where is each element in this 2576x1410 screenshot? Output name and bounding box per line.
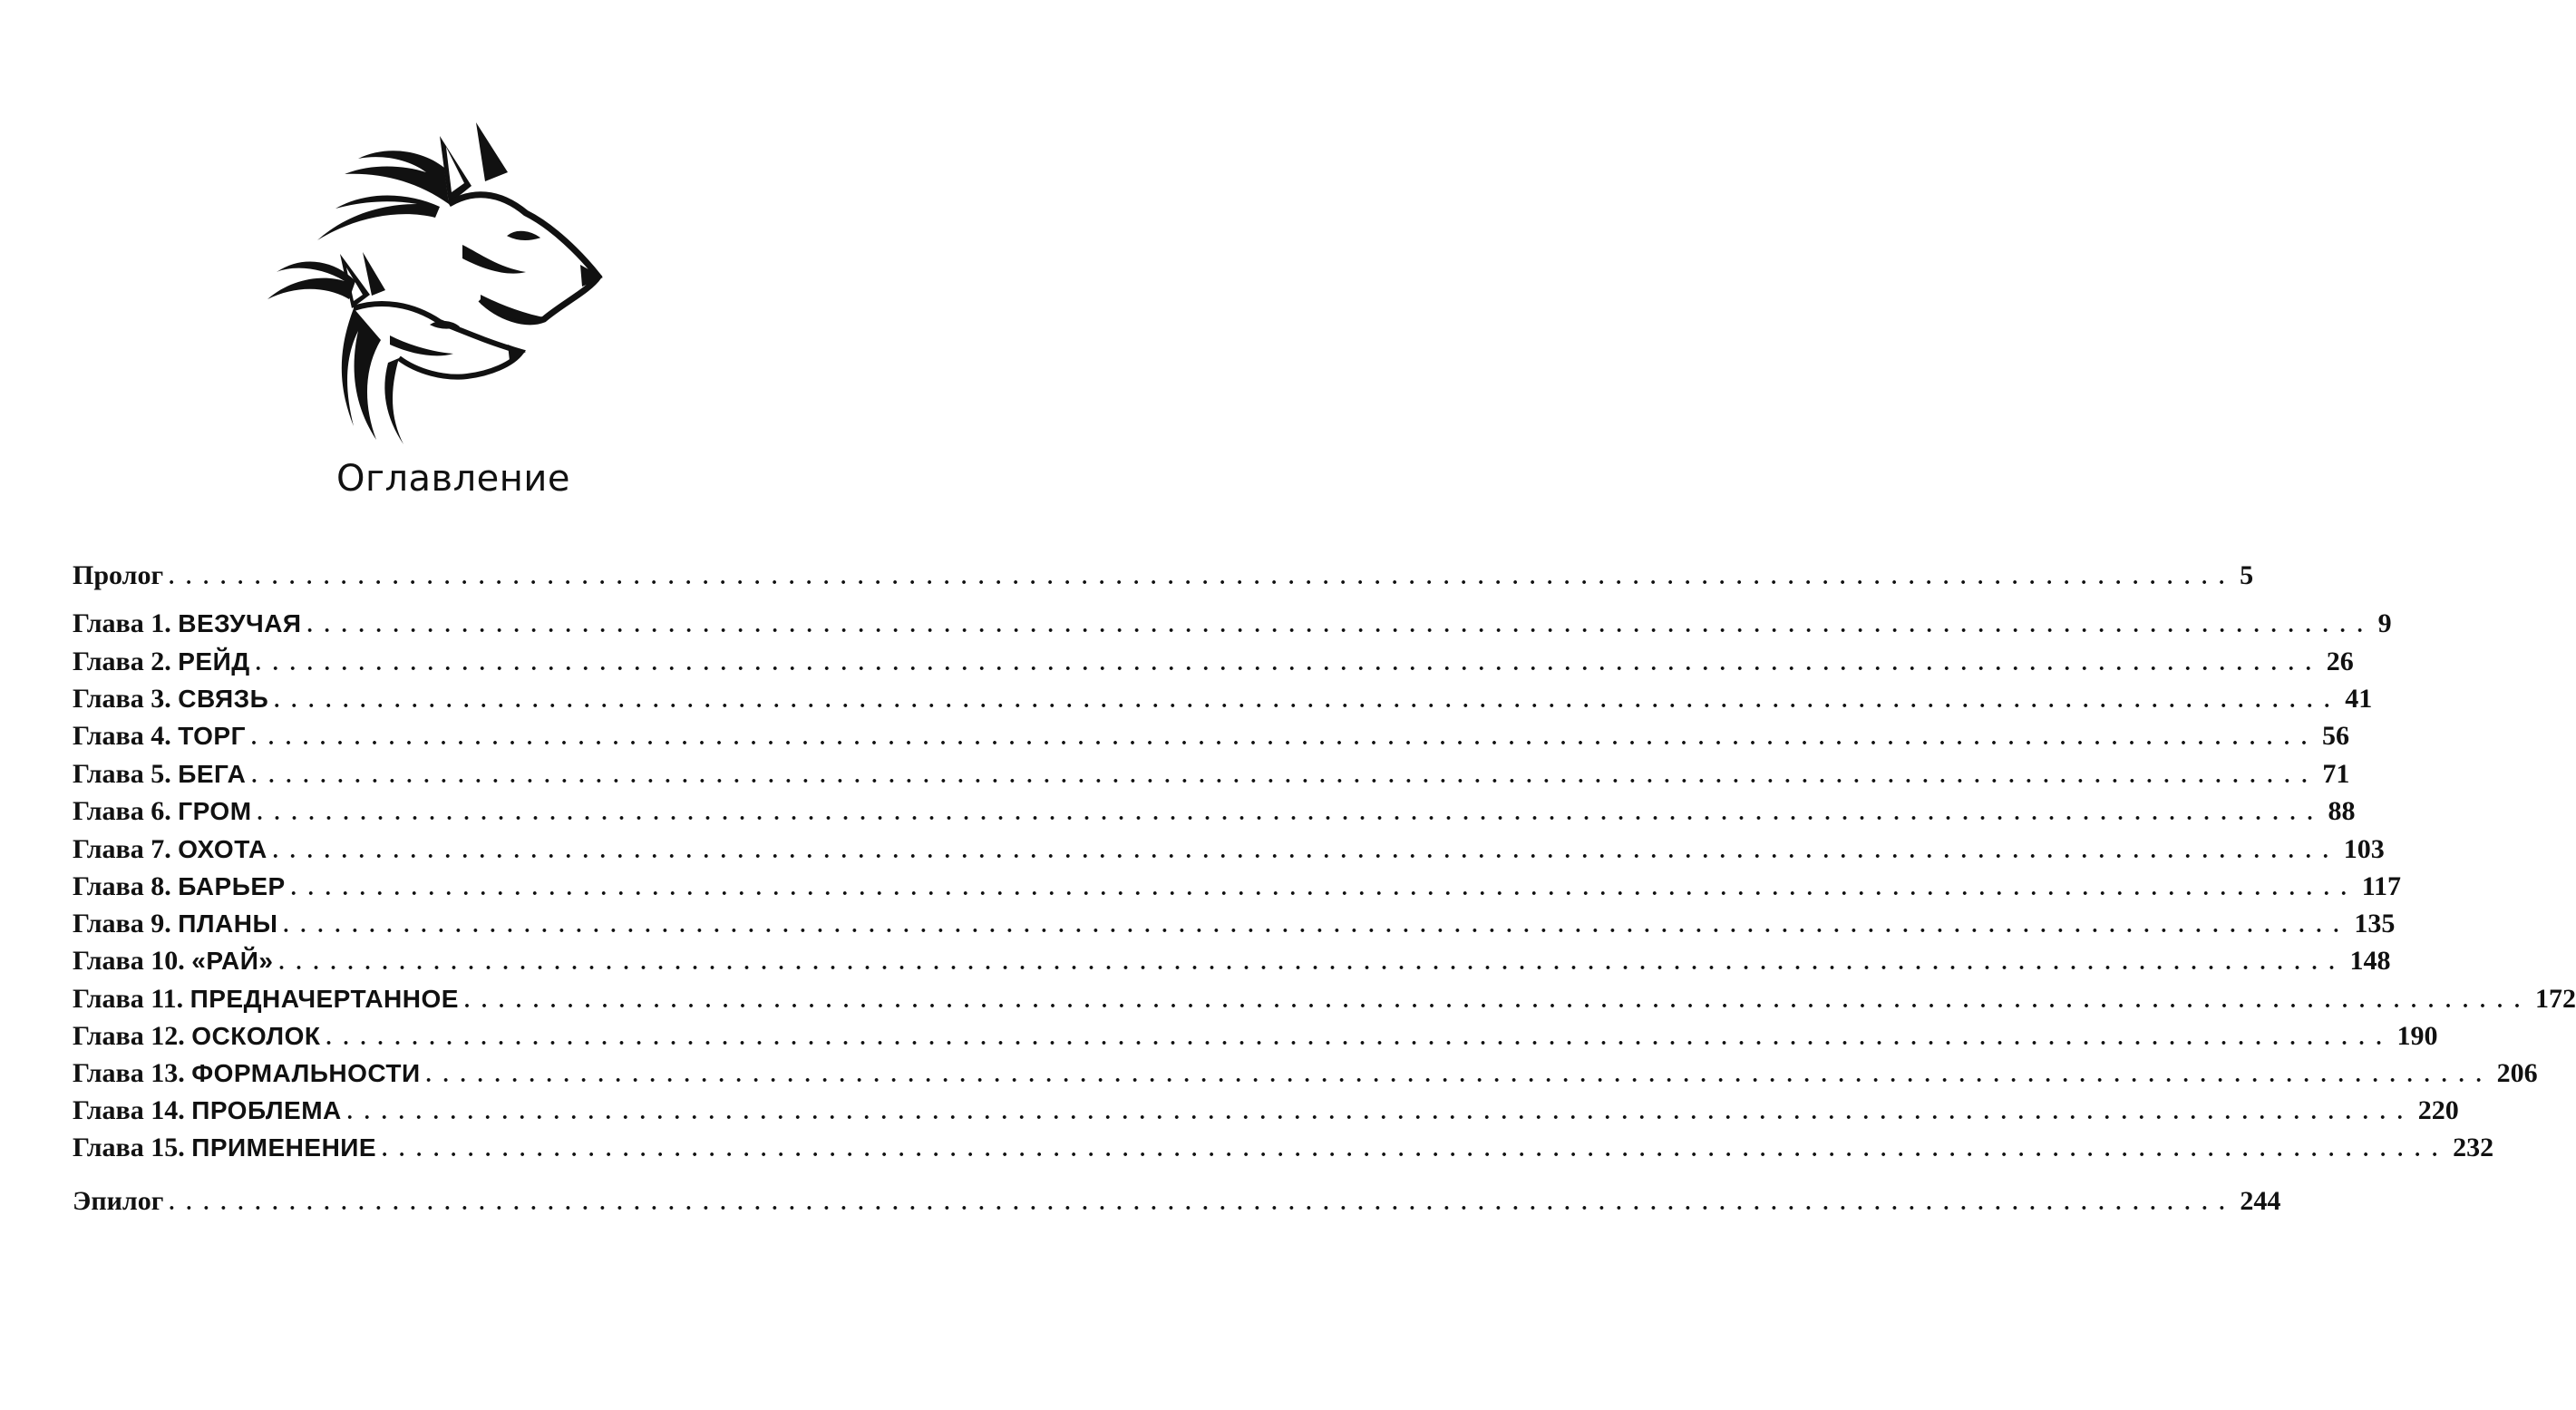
toc-entry bbox=[73, 1183, 2281, 1220]
toc-entry-page-number: 71 bbox=[2322, 759, 2350, 789]
toc-entry bbox=[73, 558, 2254, 594]
toc-dot-leader: ........................................................................................................................ bbox=[382, 1138, 2450, 1162]
toc-entry-page-number: 103 bbox=[2343, 834, 2385, 864]
toc-entry-page-number: 220 bbox=[2417, 1095, 2459, 1125]
toc-entry-label bbox=[73, 718, 246, 754]
toc-entry-chapter-name: ВЕЗУЧАЯ bbox=[178, 609, 302, 637]
toc-entry-label bbox=[73, 831, 267, 868]
toc-entry-prefix: Эпилог bbox=[73, 1186, 164, 1216]
toc-entry-chapter-name: ТОРГ bbox=[178, 722, 246, 750]
toc-dot-leader: ........................................................................................................................ bbox=[290, 877, 2358, 900]
toc-entry-prefix: Глава 9. bbox=[73, 909, 171, 938]
toc-entry-chapter-name: ОСКОЛОК bbox=[191, 1022, 321, 1050]
toc-entry bbox=[73, 1018, 2438, 1055]
toc-dot-leader: ........................................................................................................................ bbox=[346, 1101, 2415, 1124]
toc-entry-label bbox=[73, 943, 273, 979]
toc-entry-page-number: 5 bbox=[2240, 560, 2254, 590]
toc-entry-label bbox=[73, 756, 246, 793]
toc-dot-leader: ........................................................................................................................ bbox=[169, 566, 2237, 589]
toc-dot-leader: ........................................................................................................................ bbox=[255, 652, 2323, 676]
toc-entry bbox=[73, 1093, 2459, 1129]
toc-entry-label bbox=[73, 869, 286, 905]
toc-entry-prefix: Глава 8. bbox=[73, 871, 171, 901]
toc-entry-prefix: Глава 11. bbox=[73, 984, 184, 1014]
toc-entry-chapter-name: БЕГА bbox=[178, 760, 247, 788]
toc-entry-label bbox=[73, 906, 277, 942]
toc-entry-prefix: Глава 14. bbox=[73, 1095, 185, 1125]
toc-dot-leader: ........................................................................................................................ bbox=[169, 1191, 2237, 1215]
toc-entry-prefix: Глава 1. bbox=[73, 608, 171, 638]
toc-entry-chapter-name: ПРИМЕНЕНИЕ bbox=[191, 1133, 377, 1162]
toc-entry-chapter-name: БАРЬЕР bbox=[178, 872, 286, 900]
toc-entry bbox=[73, 1130, 2494, 1166]
toc-entry bbox=[73, 644, 2354, 680]
wolves-illustration bbox=[254, 118, 617, 453]
toc-entry-label bbox=[73, 1130, 376, 1166]
toc-dot-leader: ........................................................................................................................ bbox=[326, 1026, 2394, 1050]
toc-dot-leader: ........................................................................................................................ bbox=[251, 764, 2319, 788]
toc-entry-label bbox=[73, 1018, 320, 1055]
toc-entry-prefix: Глава 5. bbox=[73, 759, 171, 789]
toc-entry-page-number: 135 bbox=[2354, 909, 2396, 938]
toc-entry-label bbox=[73, 981, 459, 1017]
toc-entry-chapter-name: РЕЙД bbox=[178, 647, 250, 676]
toc-entry-page-number: 206 bbox=[2496, 1058, 2538, 1088]
toc-entry-prefix: Глава 2. bbox=[73, 647, 171, 676]
toc-dot-leader: ........................................................................................................................ bbox=[425, 1064, 2493, 1087]
toc-entry bbox=[73, 1055, 2538, 1092]
toc-entry-chapter-name: ОХОТА bbox=[178, 835, 267, 863]
toc-entry-page-number: 26 bbox=[2326, 647, 2354, 676]
toc-entry-label bbox=[73, 1055, 421, 1092]
toc-entry bbox=[73, 831, 2385, 868]
toc-entry-page-number: 190 bbox=[2396, 1021, 2438, 1051]
toc-entry-prefix: Глава 13. bbox=[73, 1058, 185, 1088]
toc-entry bbox=[73, 681, 2373, 717]
toc-entry bbox=[73, 869, 2402, 905]
toc-entry-prefix: Глава 6. bbox=[73, 796, 171, 826]
toc-entry-page-number: 88 bbox=[2328, 796, 2356, 826]
toc-entry-label bbox=[73, 1183, 163, 1220]
toc-entry-chapter-name: «РАЙ» bbox=[191, 947, 274, 975]
toc-entry-prefix: Глава 3. bbox=[73, 684, 171, 714]
toc-dot-leader: ........................................................................................................................ bbox=[250, 726, 2318, 750]
toc-entry bbox=[73, 981, 2576, 1017]
toc-dot-leader: ........................................................................................................................ bbox=[306, 614, 2375, 637]
toc-dot-leader: ........................................................................................................................ bbox=[463, 989, 2532, 1013]
toc-entry bbox=[73, 756, 2350, 793]
toc-entry bbox=[73, 943, 2391, 979]
toc-entry bbox=[73, 606, 2392, 642]
toc-entry-chapter-name: ПРОБЛЕМА bbox=[191, 1096, 342, 1124]
toc-dot-leader: ........................................................................................................................ bbox=[272, 840, 2340, 863]
toc-entry-label bbox=[73, 606, 302, 642]
toc-entry-chapter-name: ПРЕДНАЧЕРТАННОЕ bbox=[190, 985, 459, 1013]
toc-entry-chapter-name: СВЯЗЬ bbox=[178, 685, 269, 713]
toc-entry bbox=[73, 718, 2349, 754]
toc-entry-label bbox=[73, 793, 252, 830]
toc-entry-page-number: 117 bbox=[2361, 871, 2402, 901]
toc-entry-chapter-name: ФОРМАЛЬНОСТИ bbox=[191, 1059, 421, 1087]
toc-entry-prefix: Глава 4. bbox=[73, 721, 171, 751]
toc-entry-page-number: 244 bbox=[2240, 1186, 2281, 1216]
toc-entry-label bbox=[73, 1093, 342, 1129]
toc-entry-chapter-name: ПЛАНЫ bbox=[178, 909, 278, 938]
toc-dot-leader: ........................................................................................................................ bbox=[278, 951, 2347, 975]
toc-entry-page-number: 56 bbox=[2321, 721, 2349, 751]
toc-entry-label bbox=[73, 681, 268, 717]
page-title: Оглавление bbox=[335, 458, 571, 500]
toc-entry-prefix: Глава 7. bbox=[73, 834, 171, 864]
toc-entry-page-number: 9 bbox=[2377, 608, 2392, 638]
toc-entry-page-number: 232 bbox=[2453, 1133, 2494, 1162]
toc-entry-prefix: Глава 15. bbox=[73, 1133, 185, 1162]
toc-entry-page-number: 41 bbox=[2345, 684, 2373, 714]
toc-entry-label bbox=[73, 644, 250, 680]
toc-entry-chapter-name: ГРОМ bbox=[178, 797, 252, 825]
toc-dot-leader: ........................................................................................................................ bbox=[274, 689, 2342, 713]
toc-dot-leader: ........................................................................................................................ bbox=[257, 802, 2325, 825]
toc-entry-page-number: 172 bbox=[2534, 984, 2576, 1014]
toc-entry-label bbox=[73, 558, 163, 594]
toc-entry-page-number: 148 bbox=[2349, 946, 2391, 976]
toc-entry-prefix: Глава 10. bbox=[73, 946, 185, 976]
toc-dot-leader: ........................................................................................................................ bbox=[283, 914, 2351, 938]
toc-entry bbox=[73, 906, 2396, 942]
small-wolf-head-icon bbox=[267, 252, 526, 444]
toc-entry-prefix: Глава 12. bbox=[73, 1021, 185, 1051]
toc-entry-prefix: Пролог bbox=[73, 560, 164, 590]
toc-entry bbox=[73, 793, 2356, 830]
